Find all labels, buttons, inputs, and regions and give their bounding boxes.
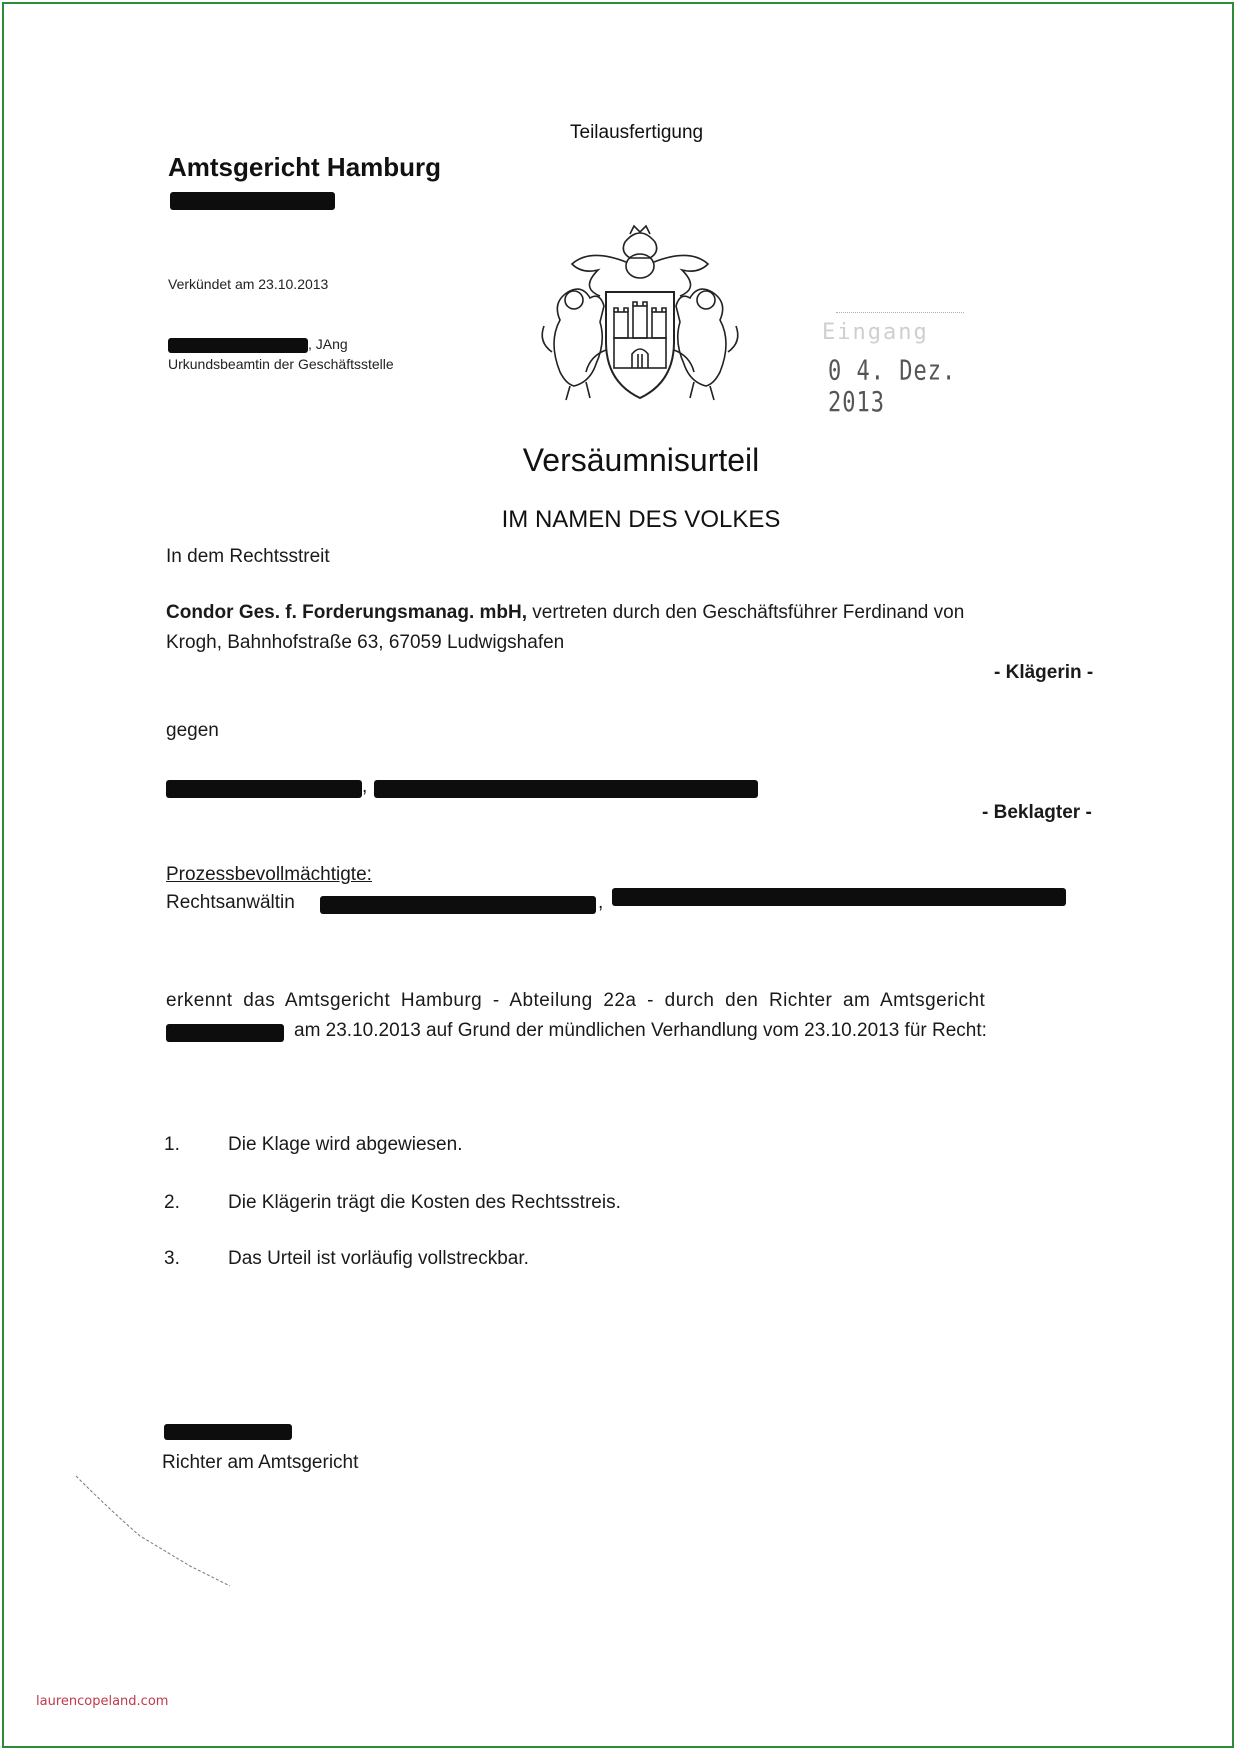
plaintiff-role: - Klägerin -: [994, 662, 1094, 683]
document-subtitle: IM NAMEN DES VOLKES: [501, 506, 781, 533]
against-label: gegen: [166, 720, 219, 741]
plaintiff-line-1: [166, 602, 964, 624]
item-text: Das Urteil ist vorläufig vollstreckbar.: [228, 1248, 529, 1269]
redaction-case-number: [170, 192, 335, 210]
defendant-role: - Beklagter -: [982, 802, 1092, 823]
plaintiff-representative: vertreten durch den Geschäftsführer Ferdinand von: [527, 602, 965, 623]
item-text: Die Klägerin trägt die Kosten des Rechtsstreis.: [228, 1192, 621, 1213]
stamp-date: 0 4. Dez. 2013: [828, 355, 957, 419]
redaction-clerk-name: [168, 338, 308, 353]
redaction-judge-signature: [164, 1424, 292, 1440]
clerk-suffix: , JAng: [308, 336, 348, 352]
scan-artifact-line: [70, 1470, 240, 1590]
watermark-url: laurencopeland.com: [36, 1694, 169, 1709]
counsel-heading: Prozessbevollmächtigte:: [166, 864, 372, 885]
stamp-border-line: [836, 312, 964, 313]
counsel-separator: ,: [598, 892, 604, 913]
receipt-stamp: [818, 306, 968, 419]
item-number: 1.: [164, 1134, 180, 1155]
ruling-intro-line-1: erkennt das Amtsgericht Hamburg - Abteilung 22a - durch den Richter am Amtsgericht: [166, 990, 986, 1011]
redaction-defendant-name: [166, 780, 362, 798]
hamburg-coat-of-arms-emblem: [530, 222, 750, 412]
document-title: Versäumnisurteil: [522, 442, 760, 478]
plaintiff-name: Condor Ges. f. Forderungsmanag. mbH,: [166, 602, 528, 623]
defendant-separator: ,: [362, 776, 368, 797]
redaction-counsel-address: [612, 888, 1066, 906]
redaction-judge-name: [166, 1024, 284, 1042]
copy-type-label: Teilausfertigung: [570, 122, 704, 143]
counsel-label: Rechtsanwältin: [166, 892, 295, 913]
court-name: Amtsgericht Hamburg: [168, 152, 442, 182]
judge-title: Richter am Amtsgericht: [162, 1452, 359, 1473]
intro-text: In dem Rechtsstreit: [166, 546, 330, 567]
redaction-counsel-name: [320, 896, 596, 914]
ruling-intro-line-2: am 23.10.2013 auf Grund der mündlichen Verhandlung vom 23.10.2013 für Recht:: [294, 1020, 987, 1041]
plaintiff-address: Krogh, Bahnhofstraße 63, 67059 Ludwigshafen: [166, 632, 565, 653]
item-number: 2.: [164, 1192, 180, 1213]
stamp-faded-text: Eingang: [822, 320, 929, 345]
redaction-defendant-address: [374, 780, 758, 798]
clerk-title: Urkundsbeamtin der Geschäftsstelle: [168, 356, 394, 372]
item-text: Die Klage wird abgewiesen.: [228, 1134, 463, 1155]
item-number: 3.: [164, 1248, 180, 1269]
announcement-date: Verkündet am 23.10.2013: [168, 276, 329, 292]
